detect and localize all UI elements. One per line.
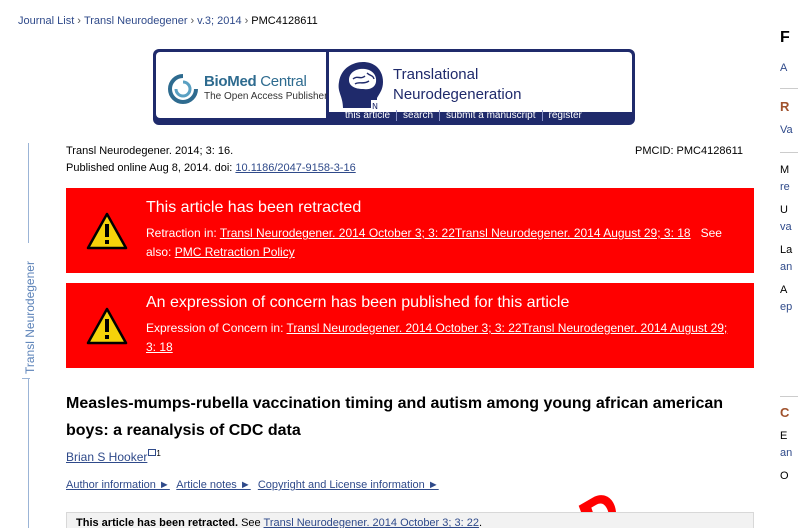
- sidebar-item[interactable]: U: [780, 204, 788, 216]
- breadcrumb-volume[interactable]: v.3; 2014: [197, 15, 242, 27]
- publisher-name-rest: Central: [256, 73, 307, 90]
- nav-register[interactable]: register: [548, 110, 582, 121]
- retraction-notice: [66, 188, 754, 273]
- sidebar-item[interactable]: A: [780, 284, 788, 296]
- nav-this-article[interactable]: this article: [339, 110, 397, 121]
- sidebar-sub[interactable]: A: [780, 62, 788, 74]
- retraction-banner-bar: [66, 512, 754, 528]
- side-tab-line: [28, 143, 29, 243]
- sidebar-item[interactable]: La: [780, 244, 793, 256]
- retraction-title: This article has been retracted: [146, 199, 362, 216]
- sidebar-item[interactable]: va: [780, 221, 792, 233]
- sidebar-divider: [780, 396, 798, 397]
- publisher-tagline: The Open Access Publisher: [204, 91, 328, 102]
- journal-logo-panel[interactable]: [329, 52, 632, 112]
- breadcrumb-separator: ›: [190, 15, 195, 27]
- breadcrumb-current: PMC4128611: [251, 15, 318, 27]
- retraction-body: [146, 224, 736, 262]
- retraction-bar-end: .: [478, 517, 483, 528]
- sidebar-item[interactable]: Va: [780, 124, 793, 136]
- email-icon[interactable]: [148, 449, 156, 456]
- sidebar-item[interactable]: an: [780, 447, 793, 459]
- breadcrumb-separator: ›: [77, 15, 81, 27]
- publisher-logo-panel[interactable]: [156, 52, 326, 118]
- article-title: Measles-mumps-rubella vaccination timing and autism among young african american boys: a reanalysis of CDC data: [66, 395, 724, 439]
- side-journal-tab[interactable]: [21, 250, 35, 376]
- sidebar-item[interactable]: ep: [780, 301, 793, 313]
- retraction-policy-link[interactable]: PMC Retraction Policy: [174, 245, 295, 259]
- side-tab-line: [28, 378, 29, 528]
- warning-icon: [86, 212, 128, 250]
- side-journal-tab-label: Transl Neurodegener: [23, 261, 37, 374]
- brain-head-icon: [333, 58, 389, 112]
- sidebar-divider: [780, 152, 798, 153]
- author-affiliation-sup: 1: [156, 449, 161, 458]
- sidebar-item[interactable]: M: [780, 164, 790, 176]
- retraction-bar-link[interactable]: Transl Neurodegener. 2014 October 3; 3: 22: [263, 517, 479, 528]
- journal-banner: [153, 49, 635, 125]
- author-information-link[interactable]: Author information ►: [66, 479, 170, 491]
- journal-nav: [339, 110, 588, 121]
- concern-title: An expression of concern has been published for this article: [146, 294, 570, 311]
- nav-submit-manuscript[interactable]: submit a manuscript: [440, 110, 542, 121]
- sidebar-item[interactable]: an: [780, 261, 793, 273]
- breadcrumb-separator: ›: [244, 15, 249, 27]
- publisher-name-bold: BioMed: [204, 73, 257, 90]
- concern-link[interactable]: Transl Neurodegener. 2014 October 3; 3: 22Transl Neurodegener. 2014 August 29; 3: 18: [146, 321, 728, 354]
- retraction-bar-text: [76, 517, 482, 528]
- article-notes-link[interactable]: Article notes ►: [176, 479, 251, 491]
- concern-body: [146, 319, 736, 357]
- author-link[interactable]: Brian S Hooker: [66, 450, 148, 464]
- sidebar-item[interactable]: O: [780, 470, 789, 482]
- nav-search[interactable]: search: [397, 110, 440, 121]
- svg-text:N: N: [372, 102, 378, 111]
- warning-icon: [86, 307, 128, 345]
- doi-link[interactable]: 10.1186/2047-9158-3-16: [235, 162, 356, 174]
- sidebar-heading: F: [780, 29, 790, 46]
- article-info-links: [66, 479, 443, 491]
- retraction-bar-see: See: [238, 517, 264, 528]
- copyright-license-link[interactable]: Copyright and License information ►: [257, 479, 439, 491]
- breadcrumb-journal-list[interactable]: Journal List: [18, 15, 75, 27]
- see-also-prefix: See also:: [146, 226, 722, 259]
- pmcid: PMCID: PMC4128611: [635, 145, 744, 157]
- breadcrumb-journal[interactable]: Transl Neurodegener: [83, 15, 188, 27]
- citation-line: Transl Neurodegener. 2014; 3: 16.: [66, 145, 234, 157]
- retraction-link[interactable]: Transl Neurodegener. 2014 October 3; 3: 22Transl Neurodegener. 2014 August 29; 3: 18: [219, 226, 691, 240]
- biomed-central-logo-icon: [166, 73, 200, 105]
- sidebar-section-heading: R: [780, 99, 790, 114]
- journal-title: [393, 65, 521, 105]
- sidebar-item[interactable]: E: [780, 430, 788, 442]
- concern-prefix: Expression of Concern in:: [146, 321, 287, 335]
- breadcrumb: [18, 15, 318, 27]
- retraction-prefix: Retraction in:: [146, 226, 220, 240]
- journal-title-line2: Neurodegeneration: [393, 86, 522, 103]
- sidebar-divider: [780, 88, 798, 89]
- sidebar-section-heading: C: [780, 405, 790, 420]
- right-sidebar: [780, 0, 798, 528]
- retraction-bar-bold: This article has been retracted.: [76, 517, 239, 528]
- published-line: [66, 162, 356, 174]
- concern-notice: [66, 283, 754, 368]
- publisher-name: [204, 73, 307, 90]
- journal-title-line1: Translational: [393, 66, 479, 83]
- author-line: [66, 449, 161, 464]
- published-date: Published online Aug 8, 2014. doi:: [66, 162, 233, 174]
- sidebar-item[interactable]: re: [780, 181, 790, 193]
